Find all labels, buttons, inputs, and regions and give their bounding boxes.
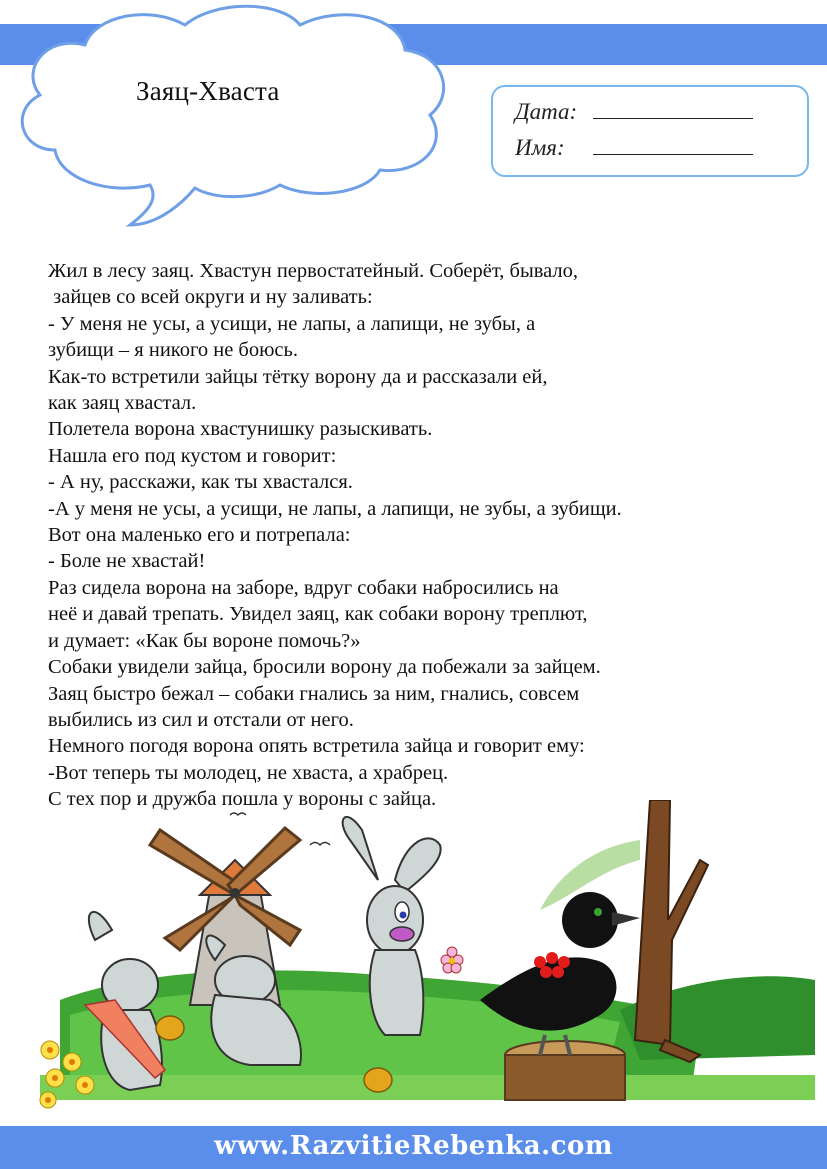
story-line: выбились из сил и отстали от него.: [48, 708, 354, 731]
story-line: Нашла его под кустом и говорит:: [48, 444, 337, 467]
story-line: Как-то встретили зайцы тётку ворону да и рассказали ей,: [48, 365, 548, 388]
story-line: Полетела ворона хвастунишку разыскивать.: [48, 418, 433, 441]
story-line: Раз сидела ворона на заборе, вдруг собаки набросились на: [48, 576, 559, 599]
story-line: Собаки увидели зайца, бросили ворону да побежали за зайцем.: [48, 656, 601, 679]
title-cloud: [0, 0, 460, 230]
tree-stump: [505, 1041, 625, 1100]
story-line: -А у меня не усы, а усищи, не лапы, а лапищи, не зубы, а зубищи.: [48, 497, 622, 520]
date-field-line[interactable]: [593, 102, 753, 119]
story-line: зайцев со всей округи и ну заливать:: [48, 286, 373, 309]
website-link[interactable]: www.RazvitieRebenka.com: [214, 1131, 613, 1161]
date-row: [515, 99, 753, 125]
story-line: Вот она маленько его и потрепала:: [48, 524, 351, 547]
name-field-line[interactable]: [593, 138, 753, 155]
story-line: Заяц быстро бежал – собаки гнались за ним, гнались, совсем: [48, 682, 580, 705]
story-line: как заяц хвастал.: [48, 392, 197, 415]
date-name-box: [491, 85, 809, 177]
worksheet-title: Заяц-Хваста: [136, 76, 280, 106]
flower-icon: [441, 947, 463, 973]
name-row: [515, 135, 753, 161]
story-line: Жил в лесу заяц. Хвастун первостатейный. Соберёт, бывало,: [48, 260, 579, 282]
story-line: С тех пор и дружба пошла у вороны с зайца.: [48, 788, 437, 811]
story-line: и думает: «Как бы вороне помочь?»: [48, 629, 361, 652]
story-text: [48, 258, 788, 813]
story-line: - Боле не хвастай!: [48, 550, 206, 573]
story-line: Немного погодя ворона опять встретила зайца и говорит ему:: [48, 735, 585, 758]
name-label: Имя:: [515, 135, 565, 160]
story-line: - А ну, расскажи, как ты хвастался.: [48, 471, 353, 494]
date-label: Дата:: [515, 99, 578, 124]
story-illustration: [0, 800, 827, 1130]
story-line: - У меня не усы, а усищи, не лапы, а лапищи, не зубы, а: [48, 312, 536, 335]
story-line: неё и давай трепать. Увидел заяц, как собаки ворону треплют,: [48, 603, 588, 626]
story-line: зубищи – я никого не боюсь.: [48, 339, 299, 362]
story-line: -Вот теперь ты молодец, не хваста, а храбрец.: [48, 761, 449, 784]
